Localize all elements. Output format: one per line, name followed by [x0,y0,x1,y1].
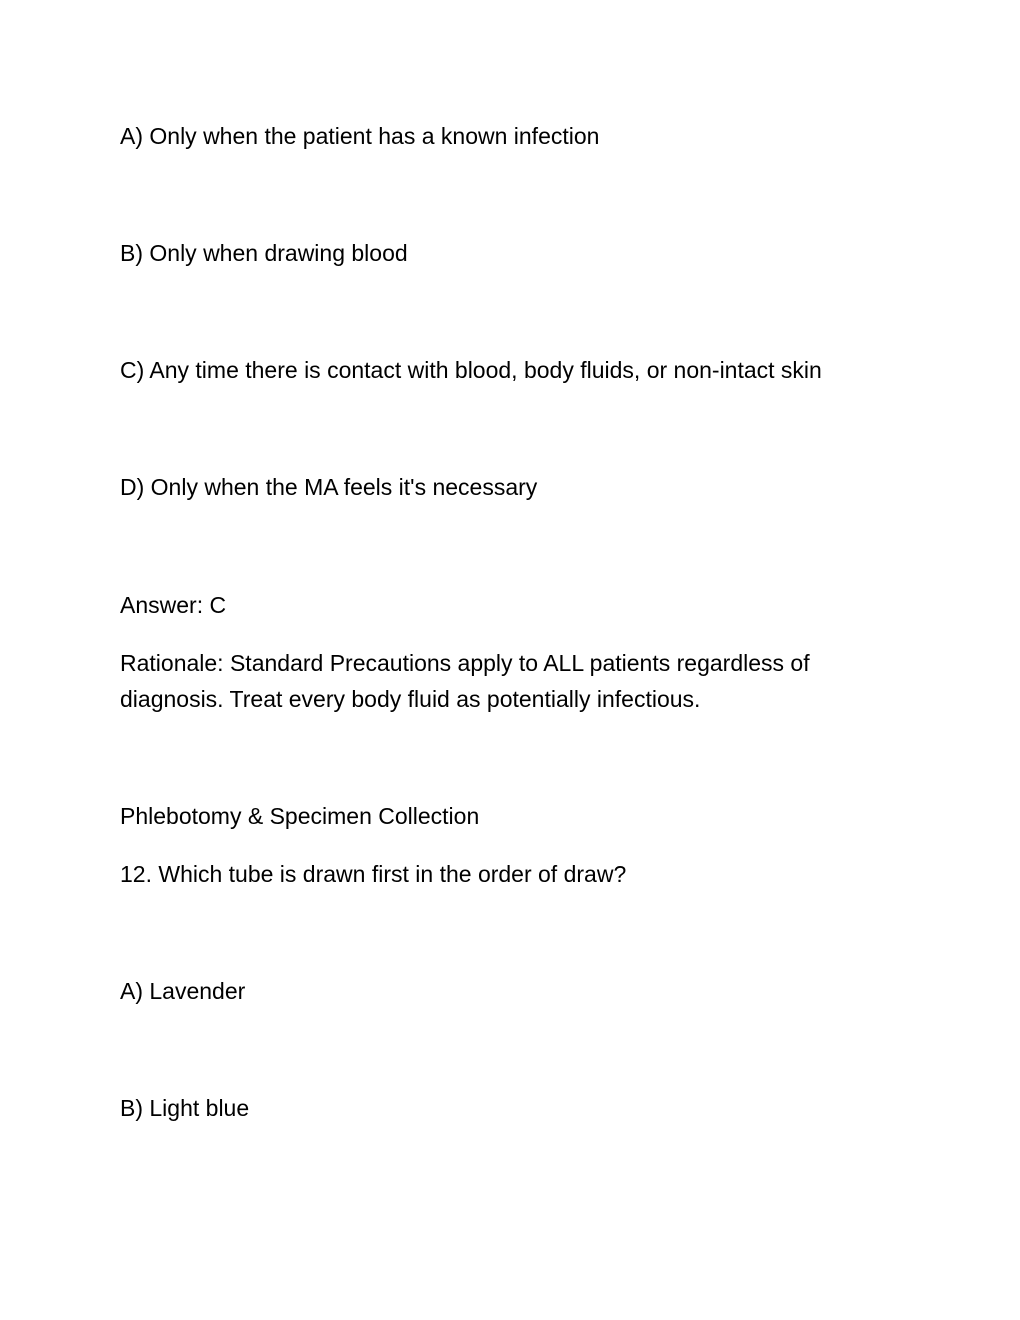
question-12-option-a: A) Lavender [120,978,246,1004]
rationale-line-1: Rationale: Standard Precautions apply to ALL patients regardless of [120,650,810,676]
rationale-line-2: diagnosis. Treat every body fluid as potentially infectious. [120,686,701,712]
answer-option-b: B) Only when drawing blood [120,240,408,266]
answer-key: Answer: C [120,592,227,618]
answer-option-c: C) Any time there is contact with blood, body fluids, or non-intact skin [120,357,822,383]
answer-option-d: D) Only when the MA feels it's necessary [120,474,538,500]
question-12-text: 12. Which tube is drawn first in the order of draw? [120,861,627,887]
section-heading: Phlebotomy & Specimen Collection [120,803,480,829]
question-12-option-b: B) Light blue [120,1095,250,1121]
answer-option-a: A) Only when the patient has a known infection [120,123,600,149]
